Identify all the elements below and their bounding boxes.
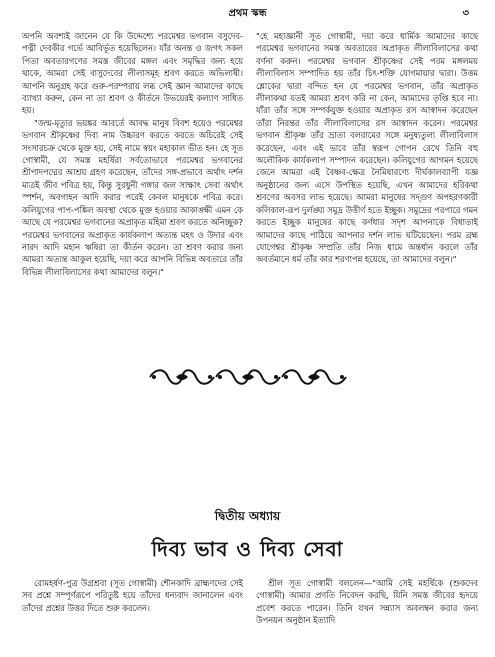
chapter-label: দ্বিতীয় অধ্যায় — [214, 509, 281, 523]
running-head-title: প্রথম স্কন্ধ — [228, 8, 267, 19]
right-paragraph-1: "হে মহাজ্ঞানী সূত গোস্বামী, দয়া করে ধার্মিক আমাদের কাছে পরমেশ্বর ভগবানের সমস্ত অবতারের অপ্রাকৃত লীলাবিলাসের কথা বর্ণনা করুন। পরমেশ্বর ভগবান শ্রীকৃষ্ণের সেই পরম মঙ্গলময় লীলাবিলাস সম্পাদিত হয় তাঁর চিৎ-শক্তি যোগমায়ার দ্বারা। উত্তম শ্লোকের দ্বারা বন্দিত হন যে পরমেশ্বর ভগবান, তাঁর অপ্রাকৃত লীলাকথা যতই আমরা শ্রবণ করি না কেন, আমাদের তৃপ্তি হবে না। যাঁরা তাঁর সঙ্গে সম্পর্কযুক্ত হওয়ার অপ্রাকৃত রস আস্বাদন করেছেন তাঁরা নিরন্তর তাঁর লীলাবিলাসের রস আস্বাদন করেন। পরমেশ্বর ভগবান শ্রীকৃষ্ণ তাঁর ভ্রাতা বলরামের সঙ্গে মনুষ্যতুল্য লীলাবিলাস করেছেন, এবং এই ভাবে তাঁর স্বরূপ গোপন রেখে তিনি বহু অলৌকিক কার্যকলাপ সম্পাদন করেছেন। কলিযুগের আগমন হয়েছে জেনে আমরা এই বৈষ্ণব-ক্ষেত্র নৈমিষারণ্যে দীর্ঘকালব্যাপী যজ্ঞ অনুষ্ঠানের জন্য এসে উপস্থিত হয়েছি, এখন আমাদের হরিকথা শ্রবণের অবসর লাভ হয়েছে। আমরা মানুষের সদ্গুণ অপহরণকারী কলিকাল-রূপ দুর্লঙ্ঘ্য সমুদ্র উত্তীর্ণ হতে ইচ্ছুক। সমুদ্রের পরপারে গমন করতে ইচ্ছুক মানুষের কাছে কর্ণধার সদৃশ আপনাকে বিধাতাই আমাদের কাছে পাঠিয়ে আপনার দর্শন লাভ ঘটিয়েছেন। পরম ব্রহ্ম যোগেশ্বর শ্রীকৃষ্ণ সম্প্রতি তাঁর নিজ ধামে অন্তর্ধান করলে তাঁর অবর্তমানে ধর্ম তাঁর কার শরণাপন্ন হয়েছে, তা আমাদের বলুন।" — [256, 31, 478, 265]
bottom-left-paragraph: রোমহর্ষণ-পুত্র উগ্রশ্রবা (সূত গোস্বামী) শৌনকাদি ব্রাহ্মণদের সেই সব প্রশ্নে সম্পূর্ণরূপে পরিতুষ্ট হয়ে তাঁদের ধন্যবাদ জানালেন এবং তাঁদের প্রশ্নের উত্তর দিতে শুরু করলেন। — [22, 578, 243, 613]
page-header — [0, 6, 495, 22]
ornament-right-icon — [278, 366, 350, 388]
chapter-title: দিব্য ভাব ও দিব্য সেবা — [151, 537, 344, 561]
left-text-column — [22, 30, 243, 360]
bottom-right-text-column — [256, 577, 478, 657]
right-text-column — [256, 30, 478, 360]
left-paragraph-2: "জন্ম-মৃত্যুর ভয়ঙ্কর আবর্তে আবদ্ধ মানুষ বিবশ হয়েও পরমেশ্বর ভগবান শ্রীকৃষ্ণের দিব্য নাম উচ্চারণ করতে করতে অচিরেই সেই সংসারচক্র থেকে মুক্ত হয়, সেই নামে স্বয়ং মহাকাল ভীত হন। হে সূত গোস্বামী, যে সমস্ত মহর্ষিরা সর্বতোভাবে পরমেশ্বর ভগবানের শ্রীপাদপদ্মের আশ্রয় গ্রহণ করেছেন, তাঁদের সঙ্গ-প্রভাবে অর্থাৎ দর্শন মাত্রই জীব পবিত্র হয়, কিন্তু সুরধুনী গঙ্গার জল সাক্ষাৎ সেবা অর্থাৎ স্পর্শন, অবগাহন আদি করার পরেই কেবল মানুষকে পবিত্র করে। কলিযুগের পাপ-পঙ্কিল অবস্থা থেকে মুক্ত হওয়ার আকাঙ্ক্ষী এমন কে আছে যে পরমেশ্বর ভগবানের অপ্রাকৃত মহিমা শ্রবণ করতে অনিচ্ছুক? পরমেশ্বর ভগবানের অপ্রাকৃত কার্যকলাপ অত্যন্ত মহৎ ও উদার এবং নারদ আদি মহান ঋষিরা তা কীর্তন করেন। তা শ্রবণ করার জন্য আমরা অত্যন্ত আকুল হয়েছি, দয়া করে আপনি বিভিন্ন অবতারে তাঁর বিভিন্ন লীলাবিলাসের কথা আমাদের বলুন।" — [22, 117, 243, 277]
bottom-left-text-column — [22, 577, 243, 657]
ornament-left-icon — [146, 366, 218, 388]
left-paragraph-1: অপনি অবশ্যই জানেন যে কি উদ্দেশ্যে পরমেশ্বর ভগবান বসুদেব-পত্নী দেবকীর গর্ভে আবির্ভূত হয়েছিলেন। যাঁর অনন্ত ও জগৎ সকল পিতা অবতারগণের সমস্ত জীবের মঙ্গল এবং সমৃদ্ধির জন্য হয়ে থাকে, আমরা সেই বাসুদেবের লীলাসমূহ শ্রবণ করতে অভিলাষী। আপনি অনুগ্রহ করে গুরু-পরম্পরায় লব্ধ সেই জ্ঞান আমাদের কাছে ব্যাখ্যা করুন, কেন না তা শ্রবণ ও কীর্তনে উভয়েরই কল্যাণ সাধিত হয়। — [22, 31, 243, 116]
ornament-center-icon — [212, 366, 284, 388]
bottom-right-paragraph: শ্রীল সূত গোস্বামী বললেন—"আমি সেই মহর্ষিকে (শুকদেব গোস্বামী) আমার প্রণতি নিবেদন করছি, যিনি সমস্ত জীবের হৃদয়ে প্রবেশ করতে পারেন। তিনি যখন সন্ন্যাস অবলম্বন করার জন্য উপনয়ন অনুষ্ঠান ইত্যাদি — [256, 578, 478, 626]
section-divider — [0, 362, 495, 392]
page-number: ৩ — [462, 8, 469, 19]
